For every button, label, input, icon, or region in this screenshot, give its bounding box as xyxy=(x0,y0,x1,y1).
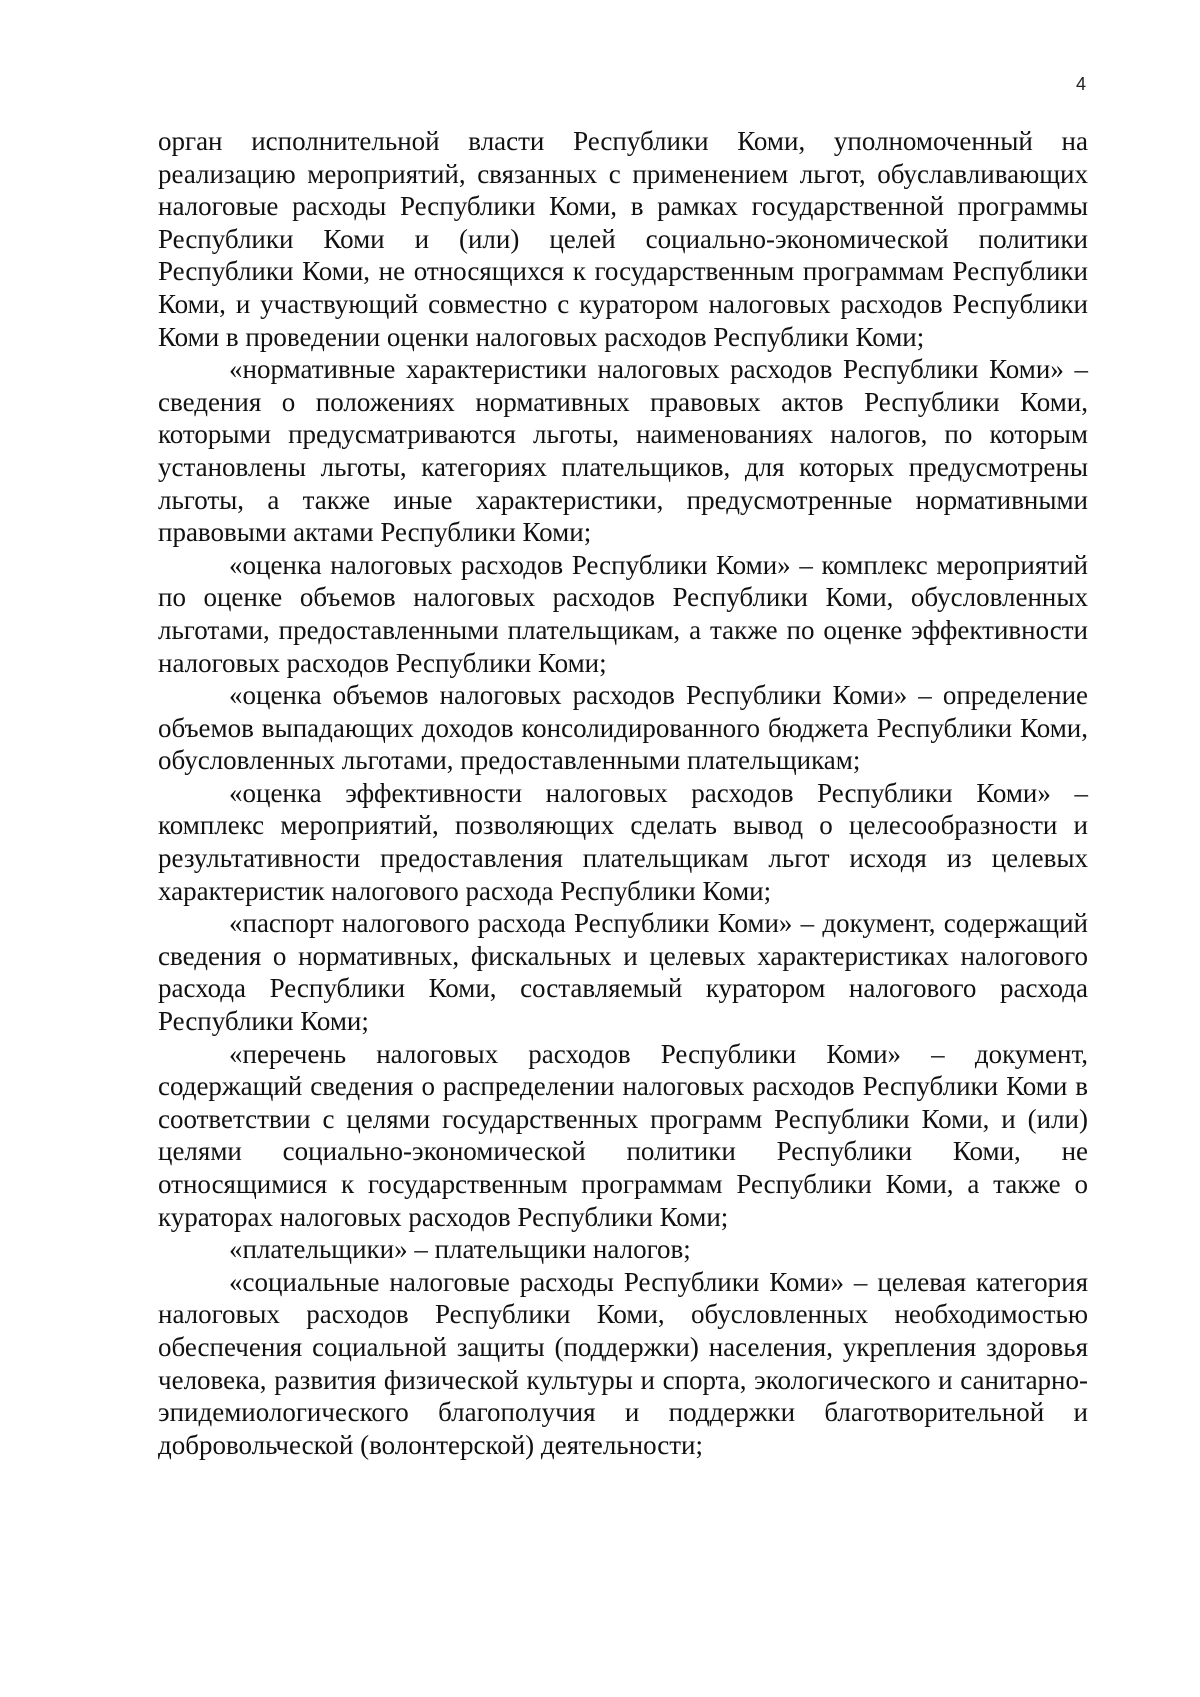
document-body xyxy=(158,125,1088,1461)
paragraph-3: «оценка налоговых расходов Республики Коми» – комплекс мероприятий по оценке объемов налоговых расходов Республики Коми, обусловленных льготами, предоставленными плательщикам, а также по оценке эффективности налоговых расходов Республики Коми; xyxy=(158,549,1088,678)
paragraph-6: «паспорт налогового расхода Республики Коми» – документ, содержащий сведения о нормативных, фискальных и целевых характеристиках налогового расхода Республики Коми, составляемый куратором налогового расхода Республики Коми; xyxy=(158,908,1088,1037)
paragraph-1: орган исполнительной власти Республики Коми, уполномоченный на реализацию мероприятий, связанных с применением льгот, обуславливающих налоговые расходы Республики Коми, в рамках государственной программы Республики Коми и (или) целей социально-экономической политики Республики Коми, не относящихся к государственным программам Республики Коми, и участвующий совместно с куратором налоговых расходов Республики Коми в проведении оценки налоговых расходов Республики Коми; xyxy=(158,126,1088,352)
page-number: 4 xyxy=(1075,74,1086,94)
paragraph-8: «плательщики» – плательщики налогов; xyxy=(229,1234,691,1265)
paragraph-4: «оценка объемов налоговых расходов Республики Коми» – определение объемов выпадающих доходов консолидированного бюджета Республики Коми, обусловленных льготами, предоставленными плательщикам; xyxy=(158,680,1088,776)
paragraph-5: «оценка эффективности налоговых расходов Республики Коми» – комплекс мероприятий, позволяющих сделать вывод о целесообразности и результативности предоставления плательщикам льгот исходя из целевых характеристик налогового расхода Республики Коми; xyxy=(158,777,1088,906)
paragraph-7: «перечень налоговых расходов Республики Коми» – документ, содержащий сведения о распределении налоговых расходов Республики Коми в соответствии с целями государственных программ Республики Коми, и (или) целями социально-экономической политики Республики Коми, не относящимися к государственным программам Республики Коми, а также о кураторах налоговых расходов Республики Коми; xyxy=(158,1038,1088,1232)
paragraph-9: «социальные налоговые расходы Республики Коми» – целевая категория налоговых расходов Республики Коми, обусловленных необходимостью обеспечения социальной защиты (поддержки) населения, укрепления здоровья человека, развития физической культуры и спорта, экологического и санитарно-эпидемиологического благополучия и поддержки благотворительной и добровольческой (волонтерской) деятельности; xyxy=(158,1266,1088,1460)
paragraph-2: «нормативные характеристики налоговых расходов Республики Коми» – сведения о положениях нормативных правовых актов Республики Коми, которыми предусматриваются льготы, наименованиях налогов, по которым установлены льготы, категориях плательщиков, для которых предусмотрены льготы, а также иные характеристики, предусмотренные нормативными правовыми актами Республики Коми; xyxy=(158,354,1088,548)
